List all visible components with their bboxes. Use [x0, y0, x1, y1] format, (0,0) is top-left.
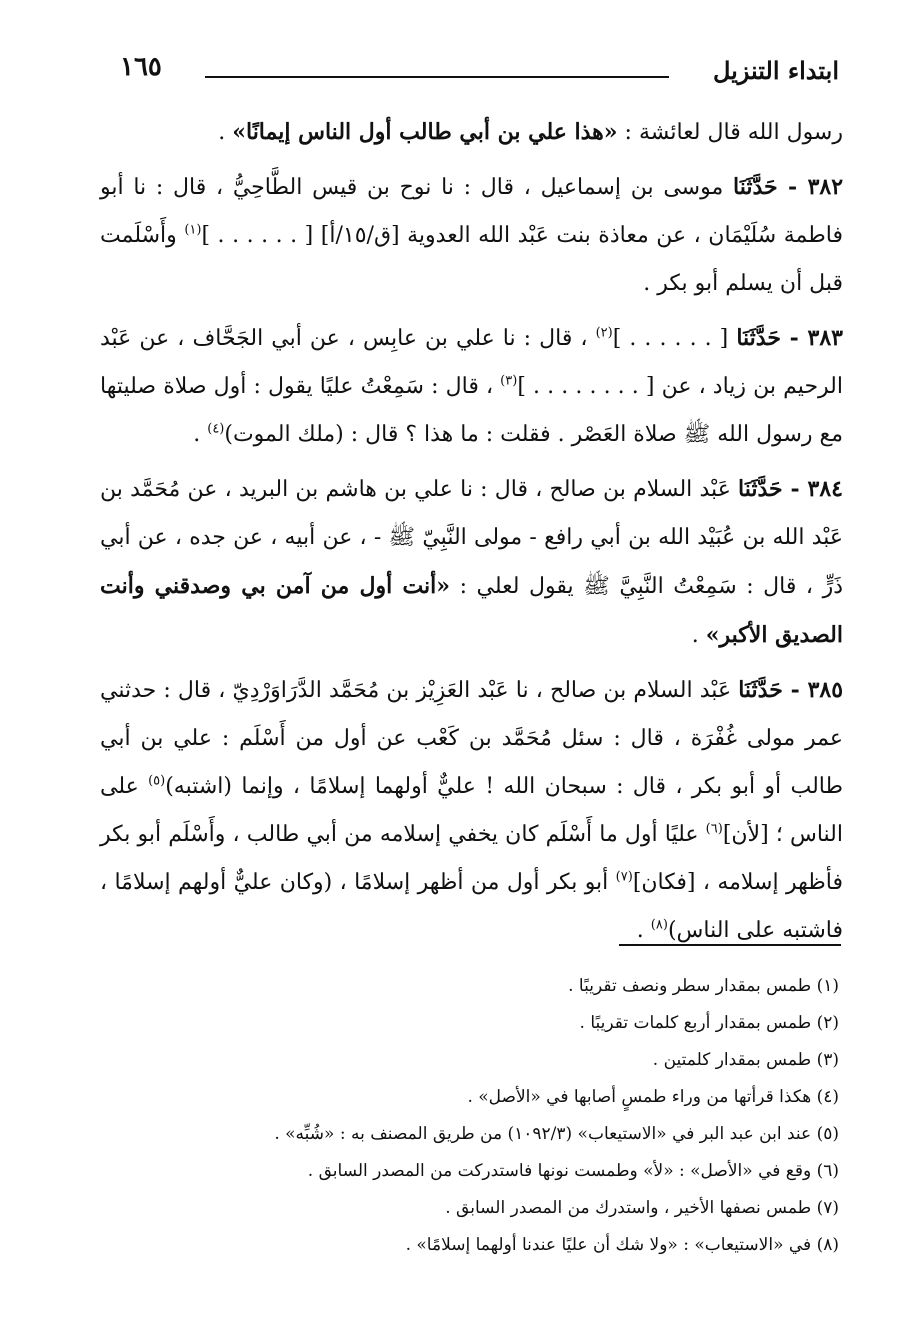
text-run: ، قال : نا علي بن عابِس ، عن أبي الجَحَّاف ، عن عَبْد الرحيم بن زياد ، عن [ . . . . . . . . ]	[100, 326, 843, 399]
header-rule	[205, 76, 669, 78]
text-run: .	[193, 422, 208, 447]
text-run: .	[218, 120, 233, 145]
footnote-marker: (٨)	[650, 917, 668, 933]
running-title: ابتداء التنزيل	[712, 56, 839, 85]
text-run: عَبْد السلام بن صالح ، نا عَبْد العَزِيْز بن مُحَمَّد الدَّرَاوَرْدِيّ ، قال : حدثني عمر مولى غُفْرَة ، قال : سئل مُحَمَّد بن كَعْب عن أول من أَسْلَم : علي بن أبي طالب أو أبو بكر ، قال : سبحان الله ! عليٌّ أولهما إسلامًا ، وإنما (اشتبه)	[100, 678, 843, 799]
paragraph	[100, 465, 843, 660]
bold-text: ٣٨٤ - حَدَّثَنَا	[738, 476, 843, 502]
text-run: أبو بكر أول من أظهر إسلامًا ، (وكان عليٌّ أولهم إسلامًا ، فاشتبه على الناس)	[100, 870, 843, 943]
footnote: (٨) في «الاستيعاب» : «ولا شك أن عليًا عندنا أولهما إسلامًا» .	[405, 1235, 839, 1255]
main-text	[100, 108, 843, 961]
footnote-marker: (٥)	[148, 773, 166, 789]
text-run: على الناس ؛ [لأن]	[100, 774, 843, 847]
text-run: [ . . . . . . ]	[612, 326, 737, 351]
bold-text: ٣٨٢ - حَدَّثَنَا	[733, 174, 844, 200]
text-run: موسى بن إسماعيل ، قال : نا نوح بن قيس الطَّاحِيُّ ، قال : نا أبو فاطمة سُلَيْمَان ، عن معاذة بنت عَبْد الله العدوية [ق/١٥/أ] [ . . . . . . ]	[100, 175, 843, 248]
text-run: .	[691, 623, 706, 648]
text-run: عَبْد السلام بن صالح ، قال : نا علي بن هاشم بن البريد ، عن مُحَمَّد بن عَبْد الله بن عُبَيْد الله بن أبي رافع - مولى النَّبِيّ ﷺ - ، عن أبيه ، عن جده ، عن أبي ذَرٍّ ، قال : سَمِعْتُ النَّبِيَّ ﷺ يقول لعلي :	[100, 477, 843, 599]
footnote: (٤) هكذا قرأتها من وراء طمسٍ أصابها في «الأصل» .	[467, 1087, 839, 1107]
footnote: (٣) طمس بمقدار كلمتين .	[652, 1050, 839, 1070]
paragraph	[100, 314, 843, 459]
footnote-marker: (٧)	[615, 869, 633, 885]
bold-text: ٣٨٣ - حَدَّثَنَا	[736, 325, 843, 351]
text-run: وأَسْلَمت قبل أن يسلم أبو بكر .	[100, 223, 843, 296]
page-number: ١٦٥	[120, 52, 162, 82]
paragraph	[100, 108, 843, 157]
footnote: (٢) طمس بمقدار أربع كلمات تقريبًا .	[579, 1013, 839, 1033]
footnote-marker: (٢)	[595, 325, 613, 341]
footnotes	[90, 968, 839, 1264]
footnote-marker: (٤)	[207, 421, 225, 437]
footnote: (٦) وقع في «الأصل» : «لأ» وطمست نونها فاستدركت من المصدر السابق .	[307, 1161, 839, 1181]
footnote-marker: (١)	[184, 222, 202, 238]
text-run: عليًا أول ما أَسْلَم كان يخفي إسلامه من أبي طالب ، وأَسْلَم أبو بكر فأظهر إسلامه ، [فكان]	[100, 822, 843, 895]
footnote: (٧) طمس نصفها الأخير ، واستدرك من المصدر السابق .	[445, 1198, 839, 1218]
footnote-separator	[619, 944, 841, 946]
bold-text: «هذا علي بن أبي طالب أول الناس إيمانًا»	[232, 119, 618, 145]
text-run: ، قال : سَمِعْتُ عليًا يقول : أول صلاة صليتها مع رسول الله ﷺ صلاة العَصْر . فقلت : ما هذا ؟ قال : (ملك الموت)	[100, 374, 843, 447]
page-header	[110, 52, 839, 92]
footnote-marker: (٦)	[705, 821, 723, 837]
paragraph	[100, 163, 843, 308]
text-run: رسول الله قال لعائشة :	[617, 120, 843, 145]
footnote: (٥) عند ابن عبد البر في «الاستيعاب» (١٠٩٢/٣) من طريق المصنف به : «شُبِّه» .	[274, 1124, 839, 1144]
bold-text: «أنت أول من آمن بي وصدقني وأنت الصديق الأكبر»	[100, 573, 843, 648]
text-run: .	[636, 918, 651, 943]
footnote: (١) طمس بمقدار سطر ونصف تقريبًا .	[568, 976, 839, 996]
footnote-marker: (٣)	[500, 373, 518, 389]
paragraph	[100, 666, 843, 955]
bold-text: ٣٨٥ - حَدَّثَنَا	[738, 677, 844, 703]
